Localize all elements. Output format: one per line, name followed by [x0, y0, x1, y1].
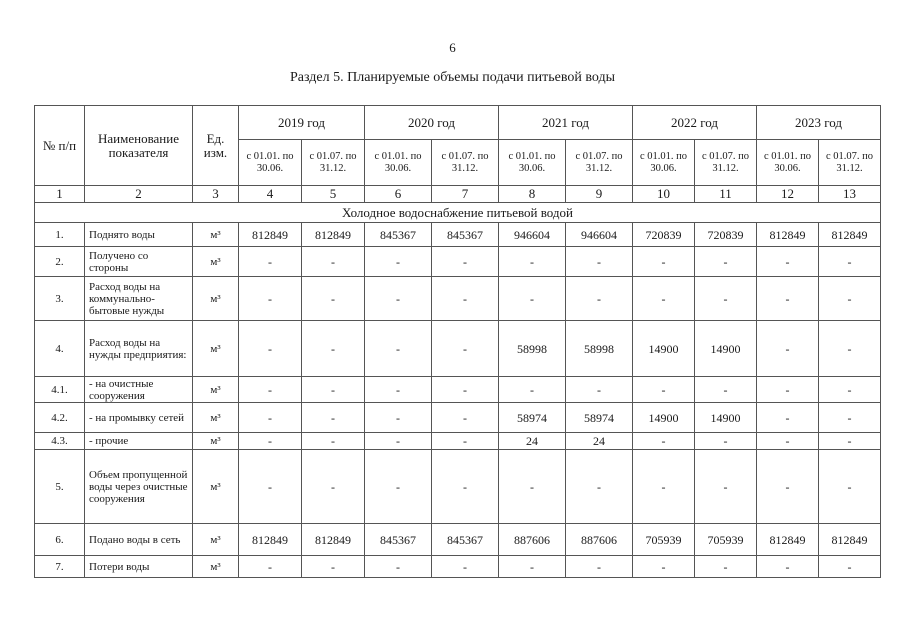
value-cell: - [239, 556, 302, 578]
column-number: 4 [239, 186, 302, 203]
header-col-unit: Ед. изм. [193, 106, 239, 186]
value-cell: - [819, 321, 881, 377]
indicator-name: Потери воды [85, 556, 193, 578]
header-year-2019: 2019 год [239, 106, 365, 140]
value-cell: - [566, 377, 633, 403]
value-cell: 14900 [695, 403, 757, 433]
column-number: 3 [193, 186, 239, 203]
header-year-2023: 2023 год [757, 106, 881, 140]
value-cell: - [757, 277, 819, 321]
value-cell: 946604 [499, 223, 566, 247]
column-number: 2 [85, 186, 193, 203]
section-heading: Раздел 5. Планируемые объемы подачи питьевой воды [290, 70, 615, 85]
row-number: 3. [35, 277, 85, 321]
value-cell: - [365, 321, 432, 377]
value-cell: 58974 [499, 403, 566, 433]
column-number: 1 [35, 186, 85, 203]
header-period-second-half: с 01.07. по 31.12. [302, 140, 365, 186]
table-row [35, 524, 881, 556]
value-cell: 845367 [365, 524, 432, 556]
value-cell: - [499, 277, 566, 321]
value-cell: 58974 [566, 403, 633, 433]
value-cell: - [365, 377, 432, 403]
column-number: 11 [695, 186, 757, 203]
unit: м³ [193, 277, 239, 321]
unit: м³ [193, 450, 239, 524]
value-cell: 812849 [239, 223, 302, 247]
value-cell: 58998 [566, 321, 633, 377]
value-cell: - [757, 377, 819, 403]
value-cell: - [365, 403, 432, 433]
column-number: 6 [365, 186, 432, 203]
value-cell: - [365, 247, 432, 277]
value-cell: - [302, 433, 365, 450]
header-period-second-half: с 01.07. по 31.12. [432, 140, 499, 186]
value-cell: 812849 [757, 524, 819, 556]
header-year-2022: 2022 год [633, 106, 757, 140]
value-cell: 720839 [633, 223, 695, 247]
value-cell: 845367 [432, 524, 499, 556]
column-number: 13 [819, 186, 881, 203]
value-cell: - [566, 247, 633, 277]
value-cell: - [432, 377, 499, 403]
unit: м³ [193, 556, 239, 578]
row-number: 1. [35, 223, 85, 247]
value-cell: - [239, 403, 302, 433]
column-number: 7 [432, 186, 499, 203]
value-cell: - [757, 450, 819, 524]
value-cell: - [633, 377, 695, 403]
value-cell: - [365, 277, 432, 321]
value-cell: 812849 [757, 223, 819, 247]
column-number: 10 [633, 186, 695, 203]
value-cell: - [819, 556, 881, 578]
column-number: 5 [302, 186, 365, 203]
indicator-name: Подано воды в сеть [85, 524, 193, 556]
value-cell: 705939 [695, 524, 757, 556]
value-cell: - [302, 403, 365, 433]
value-cell: - [432, 433, 499, 450]
header-period-first-half: с 01.01. по 30.06. [365, 140, 432, 186]
value-cell: 14900 [695, 321, 757, 377]
unit: м³ [193, 433, 239, 450]
value-cell: - [633, 247, 695, 277]
indicator-name: Получено со стороны [85, 247, 193, 277]
value-cell: - [819, 403, 881, 433]
value-cell: - [757, 556, 819, 578]
value-cell: - [757, 433, 819, 450]
value-cell: - [432, 403, 499, 433]
value-cell: 812849 [239, 524, 302, 556]
header-period-first-half: с 01.01. по 30.06. [239, 140, 302, 186]
value-cell: - [302, 321, 365, 377]
table-row [35, 277, 881, 321]
value-cell: - [819, 377, 881, 403]
water-supply-table [34, 105, 881, 578]
value-cell: - [566, 556, 633, 578]
table-row [35, 450, 881, 524]
header-year-2021: 2021 год [499, 106, 633, 140]
value-cell: - [302, 450, 365, 524]
header-period-first-half: с 01.01. по 30.06. [757, 140, 819, 186]
row-number: 4. [35, 321, 85, 377]
value-cell: - [757, 247, 819, 277]
value-cell: - [819, 277, 881, 321]
value-cell: - [819, 450, 881, 524]
value-cell: - [432, 556, 499, 578]
value-cell: - [695, 277, 757, 321]
value-cell: - [499, 247, 566, 277]
header-col-num: № п/п [35, 106, 85, 186]
value-cell: - [819, 247, 881, 277]
indicator-name: Расход воды на коммунально-бытовые нужды [85, 277, 193, 321]
section-title: Холодное водоснабжение питьевой водой [35, 203, 881, 223]
value-cell: - [566, 277, 633, 321]
page-number: 6 [449, 40, 456, 55]
value-cell: 887606 [566, 524, 633, 556]
row-number: 5. [35, 450, 85, 524]
value-cell: - [566, 450, 633, 524]
row-number: 4.1. [35, 377, 85, 403]
indicator-name: Расход воды на нужды предприятия: [85, 321, 193, 377]
header-period-second-half: с 01.07. по 31.12. [566, 140, 633, 186]
indicator-name: Объем пропущенной воды через очистные сооружения [85, 450, 193, 524]
header-col-name: Наименование показателя [85, 106, 193, 186]
value-cell: - [239, 450, 302, 524]
header-period-second-half: с 01.07. по 31.12. [695, 140, 757, 186]
value-cell: - [302, 377, 365, 403]
value-cell: - [432, 277, 499, 321]
value-cell: - [757, 321, 819, 377]
value-cell: - [695, 433, 757, 450]
value-cell: - [239, 247, 302, 277]
value-cell: - [819, 433, 881, 450]
unit: м³ [193, 377, 239, 403]
value-cell: - [695, 556, 757, 578]
table-row [35, 403, 881, 433]
column-number: 9 [566, 186, 633, 203]
unit: м³ [193, 223, 239, 247]
value-cell: - [239, 277, 302, 321]
row-number: 4.3. [35, 433, 85, 450]
value-cell: - [302, 277, 365, 321]
value-cell: - [365, 433, 432, 450]
row-number: 2. [35, 247, 85, 277]
column-number: 12 [757, 186, 819, 203]
value-cell: - [302, 556, 365, 578]
value-cell: 812849 [819, 223, 881, 247]
table-row [35, 223, 881, 247]
value-cell: - [633, 450, 695, 524]
table-row [35, 321, 881, 377]
value-cell: 24 [499, 433, 566, 450]
row-number: 6. [35, 524, 85, 556]
value-cell: 845367 [365, 223, 432, 247]
value-cell: 58998 [499, 321, 566, 377]
value-cell: 812849 [302, 524, 365, 556]
row-number: 4.2. [35, 403, 85, 433]
value-cell: 14900 [633, 403, 695, 433]
column-numbers-row [35, 186, 881, 203]
column-number: 8 [499, 186, 566, 203]
indicator-name: - на промывку сетей [85, 403, 193, 433]
value-cell: 812849 [819, 524, 881, 556]
value-cell: - [432, 321, 499, 377]
table-row [35, 247, 881, 277]
indicator-name: Поднято воды [85, 223, 193, 247]
unit: м³ [193, 403, 239, 433]
value-cell: 946604 [566, 223, 633, 247]
table-row [35, 377, 881, 403]
header-period-first-half: с 01.01. по 30.06. [499, 140, 566, 186]
value-cell: 812849 [302, 223, 365, 247]
value-cell: 705939 [633, 524, 695, 556]
value-cell: - [432, 450, 499, 524]
value-cell: - [239, 433, 302, 450]
value-cell: - [365, 450, 432, 524]
value-cell: - [695, 247, 757, 277]
table-row [35, 556, 881, 578]
value-cell: - [499, 556, 566, 578]
value-cell: - [695, 450, 757, 524]
value-cell: - [633, 556, 695, 578]
value-cell: - [302, 247, 365, 277]
value-cell: 887606 [499, 524, 566, 556]
header-period-second-half: с 01.07. по 31.12. [819, 140, 881, 186]
unit: м³ [193, 247, 239, 277]
value-cell: - [432, 247, 499, 277]
value-cell: - [633, 277, 695, 321]
unit: м³ [193, 321, 239, 377]
value-cell: - [695, 377, 757, 403]
row-number: 7. [35, 556, 85, 578]
header-year-2020: 2020 год [365, 106, 499, 140]
value-cell: - [757, 403, 819, 433]
table-row [35, 433, 881, 450]
value-cell: 24 [566, 433, 633, 450]
indicator-name: - на очистные сооружения [85, 377, 193, 403]
value-cell: - [633, 433, 695, 450]
header-period-first-half: с 01.01. по 30.06. [633, 140, 695, 186]
value-cell: 720839 [695, 223, 757, 247]
value-cell: - [239, 377, 302, 403]
unit: м³ [193, 524, 239, 556]
value-cell: - [239, 321, 302, 377]
value-cell: - [499, 377, 566, 403]
indicator-name: - прочие [85, 433, 193, 450]
value-cell: 845367 [432, 223, 499, 247]
value-cell: - [499, 450, 566, 524]
value-cell: 14900 [633, 321, 695, 377]
value-cell: - [365, 556, 432, 578]
